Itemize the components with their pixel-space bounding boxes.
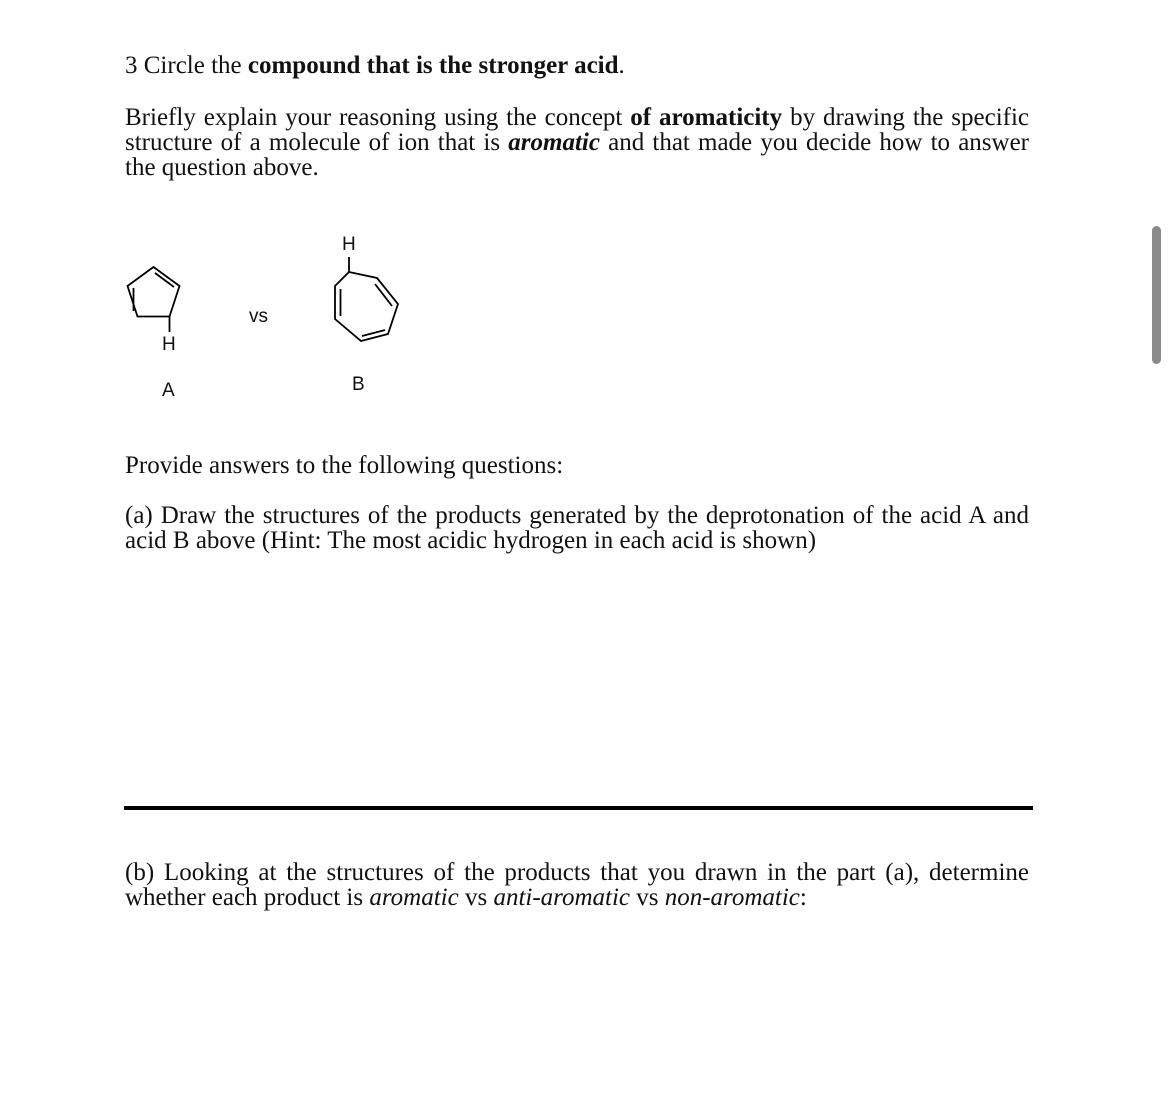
explain-bold: of aromaticity	[630, 104, 783, 131]
part-a-question: (a) Draw the structures of the products generated by the deprotonation of the acid A and acid B above (Hint: The most acidic hydrogen in each acid is shown)	[125, 502, 1029, 554]
explain-part2: by drawing the specific structure of a molecule of ion that is	[125, 104, 1030, 156]
explain-part1: Briefly explain your reasoning using the concept	[125, 104, 623, 131]
vertical-scrollbar[interactable]	[1152, 226, 1161, 364]
question-lead: Circle the	[143, 52, 242, 79]
question-title	[125, 51, 625, 81]
section-divider	[124, 806, 1033, 810]
part-b-vs-2: vs	[636, 884, 659, 911]
molecule-b-hydrogen: H	[342, 234, 356, 255]
part-b-text: (b) Looking at the structures of the products that you drawn in the part (a), determine whether each product is	[125, 859, 1029, 911]
explain-paragraph	[125, 105, 1029, 180]
molecule-a-label: A	[162, 380, 175, 401]
versus-label: vs	[249, 306, 268, 327]
molecule-a-hydrogen: H	[162, 334, 176, 355]
molecule-b-label: B	[352, 374, 365, 395]
part-b-option-anti-aromatic: anti-aromatic	[493, 884, 630, 911]
part-b-option-non-aromatic: non-aromatic	[664, 884, 800, 911]
molecule-a-ring	[128, 267, 180, 317]
explain-aromatic: aromatic	[508, 129, 600, 156]
question-emphasis: compound that is the stronger acid	[247, 52, 619, 79]
question-period: .	[618, 52, 625, 79]
molecule-a-structure	[126, 262, 186, 336]
molecule-b-ring	[335, 272, 398, 341]
molecule-b-structure	[326, 255, 406, 345]
part-b-option-aromatic: aromatic	[369, 884, 459, 911]
part-b-question	[125, 860, 1029, 910]
explain-part3: and that made you decide how to answer the question above.	[125, 129, 1030, 181]
provide-heading: Provide answers to the following questions:	[125, 452, 564, 479]
part-b-vs-1: vs	[464, 884, 488, 911]
question-number: 3	[125, 52, 138, 79]
part-b-colon: :	[799, 884, 807, 911]
